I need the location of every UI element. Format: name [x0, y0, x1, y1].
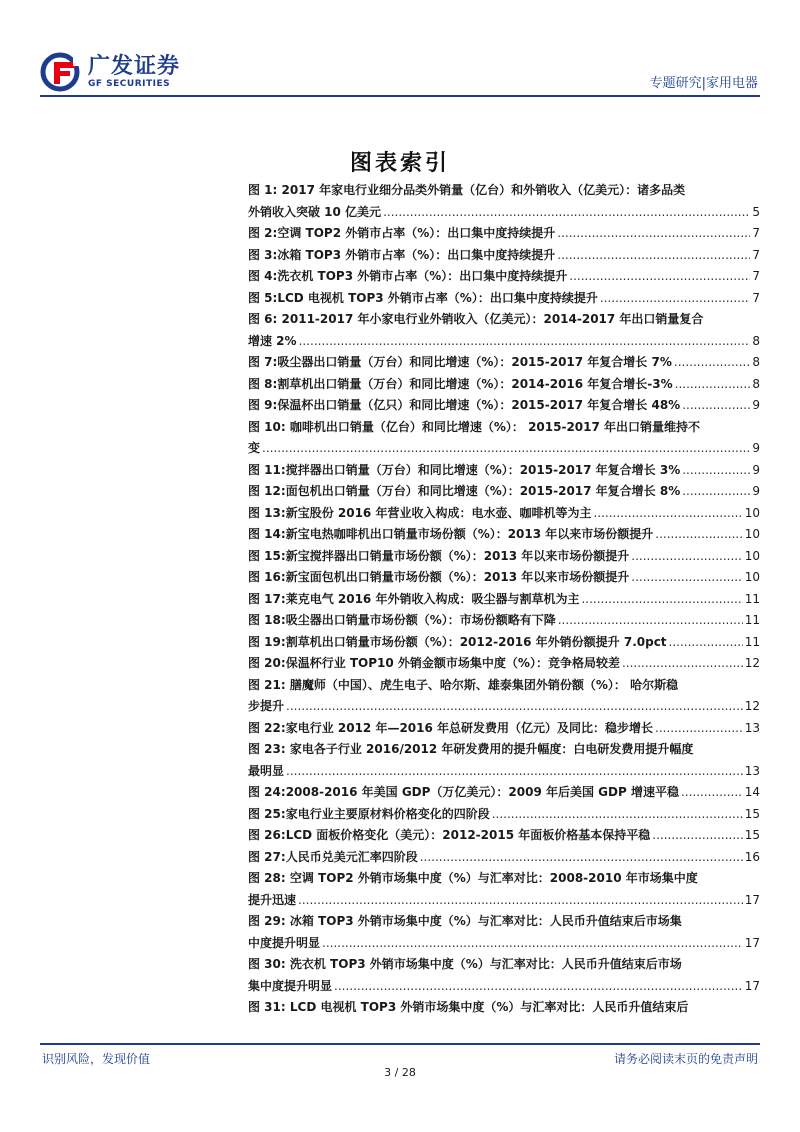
toc-entry-title: 面包机出口销量（万台）和同比增速（%）：2015-2017 年复合增长 8% — [285, 484, 681, 498]
toc-figure-label: 图 18: — [248, 613, 286, 627]
toc-entry[interactable] — [248, 632, 760, 654]
toc-entry-title: 搅拌器出口销量（万台）和同比增速（%）：2015-2017 年复合增长 3% — [285, 462, 681, 477]
toc-leader-dots — [682, 395, 750, 417]
toc-leader-dots — [593, 503, 742, 525]
toc-figure-label: 图 16: — [248, 570, 286, 584]
toc-entry[interactable] — [248, 739, 760, 782]
toc-figure-label: 图 30: — [248, 957, 286, 971]
toc-entry[interactable] — [248, 309, 760, 352]
figure-index-list — [248, 180, 760, 1019]
toc-page-number: 9 — [752, 398, 760, 412]
toc-entry-title: 咖啡机出口销量（亿台）和同比增速（%）： 2015-2017 年出口销量维持不 — [289, 419, 701, 434]
toc-entry-title: 吸尘器出口销量（万台）和同比增速（%）：2015-2017 年复合增长 7% — [277, 355, 672, 369]
toc-page-number: 12 — [744, 656, 760, 670]
toc-page-number: 15 — [744, 828, 760, 842]
toc-entry-title: 洗衣机 TOP3 外销市占率（%）：出口集中度持续提升 — [277, 269, 568, 283]
toc-leader-dots — [286, 761, 743, 783]
toc-entry[interactable] — [248, 481, 760, 503]
toc-page-number: 8 — [752, 376, 760, 391]
toc-entry-title: LCD 电视机 TOP3 外销市占率（%）：出口集中度持续提升 — [277, 290, 598, 305]
toc-figure-label: 图 5: — [248, 290, 278, 305]
toc-entry[interactable] — [248, 245, 760, 267]
toc-page-number: 9 — [752, 484, 760, 498]
toc-figure-label: 图 15: — [248, 548, 286, 563]
toc-figure-label: 图 29: — [248, 914, 286, 928]
toc-entry[interactable] — [248, 847, 760, 869]
toc-figure-label: 图 13: — [248, 505, 286, 520]
toc-entry[interactable] — [248, 825, 760, 847]
toc-leader-dots — [557, 223, 750, 245]
toc-entry-title: 新宝面包机出口销量市场份额（%）：2013 年以来市场份额提升 — [285, 570, 630, 584]
toc-entry[interactable] — [248, 804, 760, 826]
toc-page-number: 9 — [752, 462, 760, 477]
toc-figure-label: 图 27: — [248, 849, 286, 864]
toc-entry-title: 空调 TOP2 外销市场集中度（%）与汇率对比：2008-2010 年市场集中度 — [289, 871, 698, 885]
toc-entry-title: 2017 年家电行业细分品类外销量（亿台）和外销收入（亿美元）：诸多品类 — [281, 183, 686, 197]
toc-figure-label: 图 31: — [248, 1000, 286, 1014]
header-divider — [40, 95, 760, 97]
toc-page-number: 9 — [752, 441, 760, 455]
toc-entry[interactable] — [248, 524, 760, 546]
toc-entry-title: 保温杯行业 TOP10 外销金额市场集中度（%）：竞争格局较差 — [285, 656, 620, 670]
toc-figure-label: 图 23: — [248, 742, 286, 756]
toc-entry-title: LCD 面板价格变化（美元）：2012-2015 年面板价格基本保持平稳 — [285, 828, 651, 842]
toc-entry-title-continued: 提升迅速 — [248, 892, 297, 907]
toc-figure-label: 图 17: — [248, 591, 286, 606]
toc-entry[interactable] — [248, 395, 760, 417]
toc-leader-dots — [299, 331, 751, 353]
toc-page-number: 7 — [752, 226, 760, 240]
toc-figure-label: 图 19: — [248, 634, 286, 649]
toc-entry-title: 吸尘器出口销量市场份额（%）：市场份额略有下降 — [285, 613, 556, 627]
toc-page-number: 17 — [744, 978, 760, 993]
toc-leader-dots — [558, 610, 743, 632]
toc-page-number: 11 — [744, 591, 760, 606]
toc-entry[interactable] — [248, 911, 760, 954]
toc-entry[interactable] — [248, 718, 760, 740]
toc-figure-label: 图 12: — [248, 484, 286, 498]
toc-entry[interactable] — [248, 374, 760, 396]
toc-page-number: 8 — [752, 355, 760, 369]
toc-page-number: 10 — [744, 505, 760, 520]
toc-entry-title-continued: 最明显 — [248, 763, 285, 778]
footer-slogan: 识别风险，发现价值 — [42, 1052, 151, 1066]
toc-leader-dots — [383, 202, 750, 224]
toc-page-number: 7 — [752, 290, 760, 305]
toc-leader-dots — [492, 804, 743, 826]
toc-page-number: 16 — [744, 849, 760, 864]
toc-figure-label: 图 22: — [248, 720, 286, 735]
toc-figure-label: 图 20: — [248, 656, 286, 670]
toc-leader-dots — [682, 481, 750, 503]
toc-leader-dots — [631, 546, 742, 568]
toc-entry[interactable] — [248, 954, 760, 997]
toc-figure-label: 图 2: — [248, 226, 278, 240]
logo-chinese-name: 广发证券 — [88, 54, 181, 79]
toc-page-number: 10 — [744, 527, 760, 541]
toc-entry[interactable] — [248, 460, 760, 482]
toc-page-number: 15 — [744, 806, 760, 821]
toc-leader-dots — [569, 266, 750, 288]
toc-page-number: 8 — [752, 333, 760, 348]
toc-leader-dots — [557, 245, 750, 267]
gf-logo-icon — [40, 52, 84, 92]
toc-entry[interactable] — [248, 567, 760, 589]
toc-leader-dots — [631, 567, 742, 589]
toc-figure-label: 图 14: — [248, 527, 286, 541]
toc-page-number: 13 — [744, 763, 760, 778]
toc-entry-title: 新宝股份 2016 年营业收入构成：电水壶、咖啡机等为主 — [285, 505, 592, 520]
toc-page-number: 11 — [744, 634, 760, 649]
toc-entry[interactable] — [248, 417, 760, 460]
toc-entry[interactable] — [248, 610, 760, 632]
toc-entry-title: 洗衣机 TOP3 外销市场集中度（%）与汇率对比：人民币升值结束后市场 — [289, 957, 682, 971]
toc-entry-title: 家电行业主要原材料价格变化的四阶段 — [285, 806, 490, 821]
toc-figure-label: 图 8: — [248, 376, 278, 391]
toc-entry-title: 冰箱 TOP3 外销市场集中度（%）与汇率对比：人民币升值结束后市场集 — [289, 914, 682, 928]
toc-leader-dots — [322, 933, 743, 955]
toc-figure-label: 图 9: — [248, 398, 278, 412]
toc-page-number: 5 — [752, 204, 760, 219]
toc-figure-label: 图 26: — [248, 828, 286, 842]
toc-leader-dots — [674, 352, 750, 374]
toc-figure-label: 图 4: — [248, 269, 278, 283]
toc-figure-label: 图 3: — [248, 247, 278, 262]
toc-page-number: 10 — [744, 548, 760, 563]
toc-figure-label: 图 21: — [248, 677, 286, 692]
toc-entry[interactable] — [248, 266, 760, 288]
toc-figure-label: 图 1: — [248, 183, 278, 197]
toc-figure-label: 图 24: — [248, 785, 286, 799]
toc-page-number: 11 — [744, 613, 760, 627]
toc-entry-title-continued: 变 — [248, 441, 261, 455]
toc-leader-dots — [420, 847, 743, 869]
toc-figure-label: 图 7: — [248, 355, 278, 369]
toc-leader-dots — [286, 696, 743, 718]
toc-leader-dots — [298, 890, 743, 912]
toc-page-number: 17 — [744, 892, 760, 907]
toc-leader-dots — [334, 976, 743, 998]
toc-leader-dots — [681, 782, 743, 804]
toc-entry[interactable] — [248, 352, 760, 374]
toc-leader-dots — [682, 460, 750, 482]
page-number: 3 / 28 — [384, 1066, 416, 1079]
toc-entry-title: 割草机出口销量（万台）和同比增速（%）：2014-2016 年复合增长-3% — [277, 376, 673, 391]
toc-entry[interactable] — [248, 223, 760, 245]
toc-entry[interactable] — [248, 675, 760, 718]
toc-entry-title: 2008-2016 年美国 GDP（万亿美元）：2009 年后美国 GDP 增速平稳 — [285, 785, 679, 799]
toc-entry-title: 莱克电气 2016 年外销收入构成：吸尘器与割草机为主 — [285, 591, 580, 606]
toc-entry-title: 新宝电热咖啡机出口销量市场份额（%）：2013 年以来市场份额提升 — [285, 527, 654, 541]
toc-figure-label: 图 10: — [248, 419, 286, 434]
toc-figure-label: 图 11: — [248, 462, 286, 477]
toc-entry[interactable] — [248, 180, 760, 223]
toc-page-number: 13 — [744, 720, 760, 735]
report-category: 专题研究|家用电器 — [649, 76, 758, 91]
toc-entry-title: 膳魔师（中国）、虎生电子、哈尔斯、雄泰集团外销份额（%）： 哈尔斯稳 — [289, 677, 679, 692]
toc-leader-dots — [262, 438, 750, 460]
footer-divider — [40, 1043, 760, 1045]
toc-entry[interactable] — [248, 503, 760, 525]
toc-entry-title-continued: 中度提升明显 — [248, 935, 321, 950]
toc-page-number: 7 — [752, 247, 760, 262]
toc-entry[interactable] — [248, 288, 760, 310]
footer-disclaimer-note: 请务必阅读末页的免责声明 — [613, 1052, 758, 1066]
toc-entry-title: 保温杯出口销量（亿只）和同比增速（%）：2015-2017 年复合增长 48% — [277, 398, 681, 412]
toc-page-number: 14 — [744, 785, 760, 799]
toc-entry[interactable] — [248, 546, 760, 568]
toc-entry-title: 割草机出口销量市场份额（%）：2012-2016 年外销份额提升 7.0pct — [285, 634, 667, 649]
toc-leader-dots — [675, 374, 751, 396]
toc-page-number: 7 — [752, 269, 760, 283]
toc-entry[interactable] — [248, 589, 760, 611]
toc-entry-title-continued: 步提升 — [248, 699, 285, 713]
toc-leader-dots — [652, 825, 742, 847]
toc-entry[interactable] — [248, 868, 760, 911]
toc-leader-dots — [655, 524, 742, 546]
toc-leader-dots — [581, 589, 742, 611]
toc-entry[interactable] — [248, 782, 760, 804]
toc-entry[interactable] — [248, 997, 760, 1019]
toc-page-number: 17 — [744, 935, 760, 950]
toc-entry-title: 家电行业 2012 年—2016 年总研发费用（亿元）及同比：稳步增长 — [285, 720, 654, 735]
company-logo — [40, 52, 180, 92]
toc-figure-label: 图 25: — [248, 806, 286, 821]
toc-entry-title: 空调 TOP2 外销市占率（%）：出口集中度持续提升 — [277, 226, 556, 240]
toc-leader-dots — [622, 653, 743, 675]
toc-page-number: 12 — [744, 699, 760, 713]
toc-leader-dots — [600, 288, 751, 310]
page-title: 图表索引 — [349, 150, 450, 176]
toc-entry-title-continued: 外销收入突破 10 亿美元 — [248, 204, 382, 219]
logo-english-name: GF SECURITIES — [88, 79, 171, 89]
toc-figure-label: 图 6: — [248, 312, 278, 326]
toc-entry-title: 新宝搅拌器出口销量市场份额（%）：2013 年以来市场份额提升 — [285, 548, 630, 563]
toc-entry[interactable] — [248, 653, 760, 675]
toc-leader-dots — [655, 718, 743, 740]
toc-entry-title: 人民币兑美元汇率四阶段 — [285, 849, 418, 864]
toc-entry-title: LCD 电视机 TOP3 外销市场集中度（%）与汇率对比：人民币升值结束后 — [289, 1000, 689, 1014]
toc-leader-dots — [669, 632, 743, 654]
toc-entry-title: 冰箱 TOP3 外销市占率（%）：出口集中度持续提升 — [277, 247, 556, 262]
toc-entry-title-continued: 增速 2% — [248, 333, 297, 348]
toc-entry-title: 家电各子行业 2016/2012 年研发费用的提升幅度：白电研发费用提升幅度 — [289, 742, 694, 756]
page-header — [0, 0, 800, 100]
toc-entry-title: 2011-2017 年小家电行业外销收入（亿美元）：2014-2017 年出口销量复合 — [281, 312, 704, 326]
toc-entry-title-continued: 集中度提升明显 — [248, 978, 333, 993]
toc-figure-label: 图 28: — [248, 871, 286, 885]
toc-page-number: 10 — [744, 570, 760, 584]
